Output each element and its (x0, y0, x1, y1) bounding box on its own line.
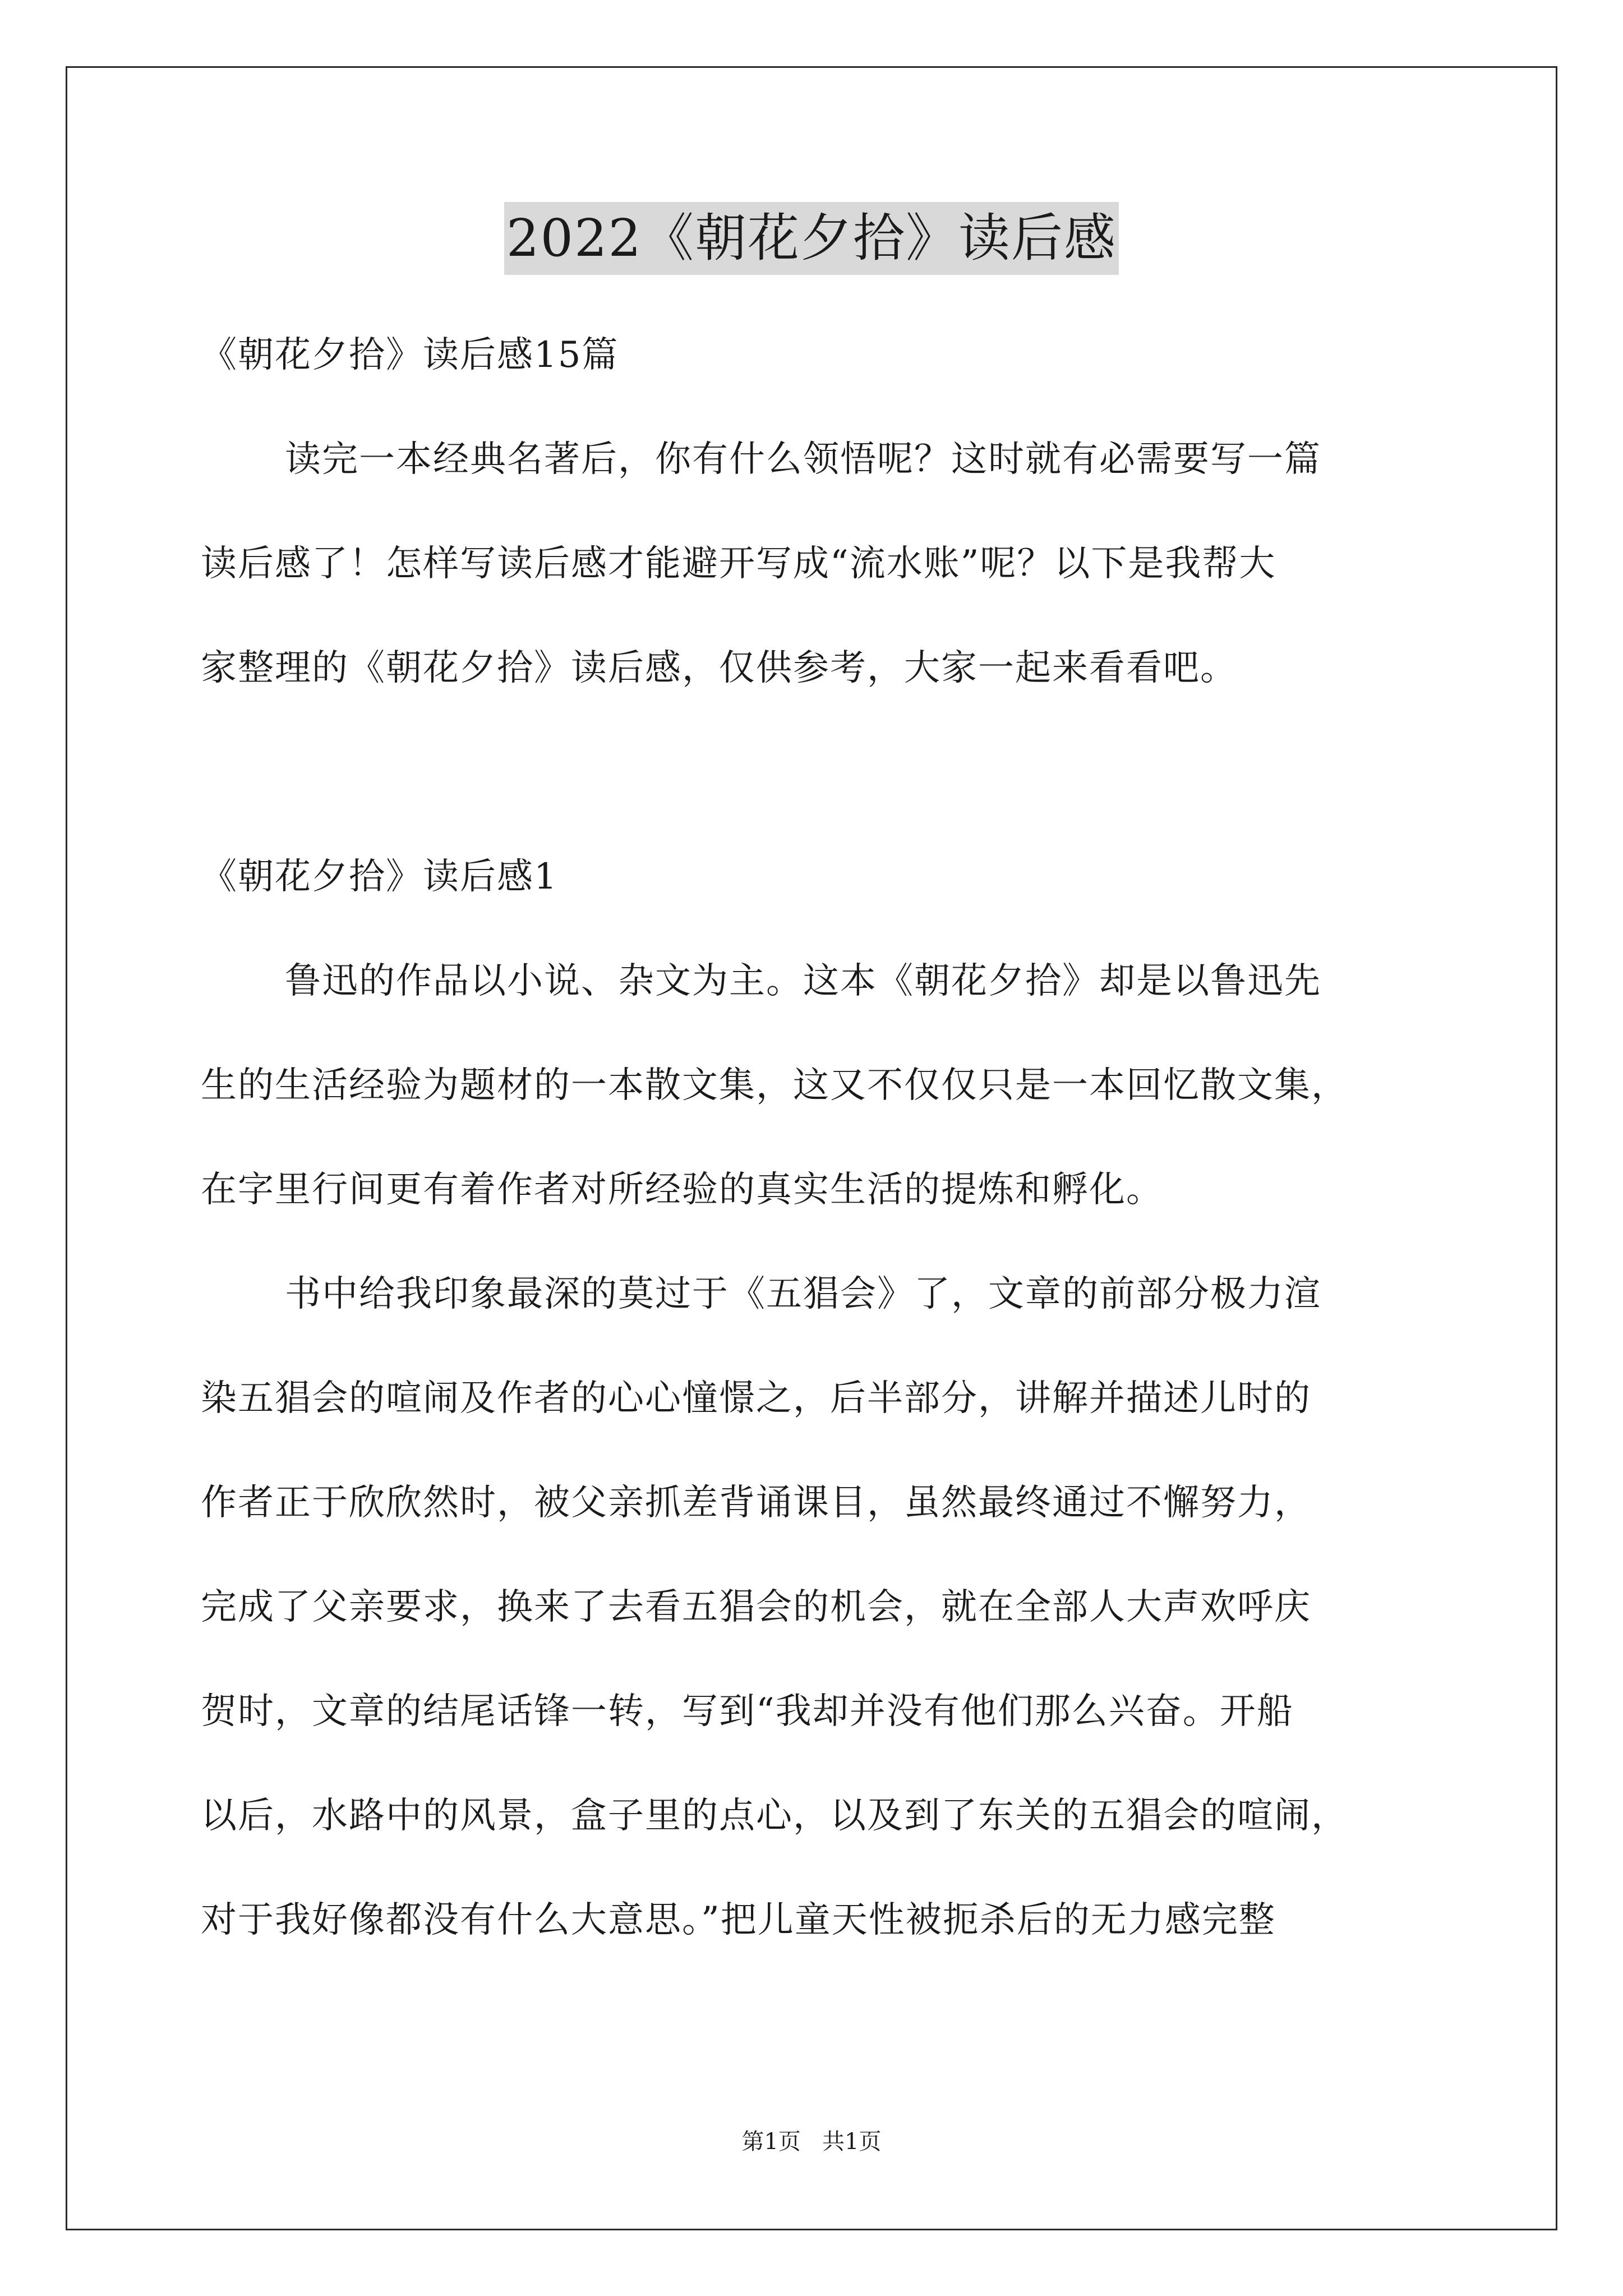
paragraph2-line: 对于我好像都没有什么大意思。”把儿童天性被扼杀后的无力感完整 (201, 1899, 1276, 1941)
paragraph2-line: 以后，水路中的风景，盒子里的点心，以及到了东关的五猖会的喧闹， (201, 1795, 1348, 1837)
paragraph1-line: 生的生活经验为题材的一本散文集，这又不仅仅只是一本回忆散文集， (201, 1065, 1348, 1106)
paragraph2-line: 贺时，文章的结尾话锋一转，写到“我却并没有他们那么兴奋。开船 (201, 1691, 1294, 1732)
paragraph-gap (201, 720, 1468, 825)
intro-line: 读完一本经典名著后，你有什么领悟呢？这时就有必需要写一篇 (285, 439, 1321, 480)
page-footer: 第1页 共1页 (741, 2129, 882, 2155)
intro-line: 家整理的《朝花夕拾》读后感，仅供参考，大家一起来看看吧。 (201, 647, 1237, 689)
paragraph1-line: 鲁迅的作品以小说、杂文为主。这本《朝花夕拾》却是以鲁迅先 (285, 960, 1321, 1002)
title-container (0, 202, 1623, 275)
section-heading: 《朝花夕拾》读后感1 (201, 856, 558, 898)
paragraph2-line: 完成了父亲要求，换来了去看五猖会的机会，就在全部人大声欢呼庆 (201, 1586, 1311, 1628)
paragraph2-line: 书中给我印象最深的莫过于《五猖会》了，文章的前部分极力渲 (285, 1273, 1321, 1315)
intro-line: 读后感了！怎样写读后感才能避开写成“流水账”呢？以下是我帮大 (201, 543, 1276, 585)
paragraph2-line: 作者正于欣欣然时，被父亲抓差背诵课目，虽然最终通过不懈努力， (201, 1482, 1311, 1524)
paragraph1-line: 在字里行间更有着作者对所经验的真实生活的提炼和孵化。 (201, 1169, 1163, 1211)
document-subtitle: 《朝花夕拾》读后感15篇 (201, 334, 619, 376)
document-title: 2022《朝花夕拾》读后感 (504, 202, 1119, 275)
document-body (201, 303, 1468, 1972)
paragraph2-line: 染五猖会的喧闹及作者的心心憧憬之，后半部分，讲解并描述儿时的 (201, 1378, 1311, 1419)
